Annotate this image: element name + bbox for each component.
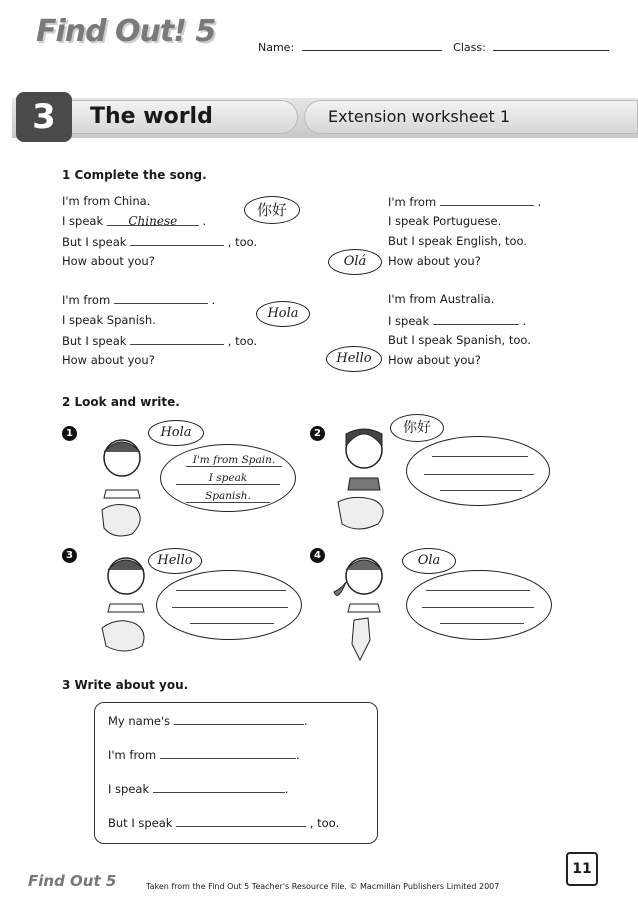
verse4-line2: I speak . <box>388 314 527 328</box>
unit-number: 3 <box>16 92 72 142</box>
verse3-blank-country[interactable] <box>114 292 208 304</box>
class-field[interactable] <box>493 40 609 51</box>
item2-speech-bubble <box>406 436 550 506</box>
write-line-name: My name's . <box>108 714 308 728</box>
item3-line1[interactable] <box>176 590 286 591</box>
verse1-line3: But I speak , too. <box>62 235 258 249</box>
item3-speech-bubble <box>156 570 302 640</box>
name-blank[interactable] <box>174 713 304 725</box>
boy-spain-illustration <box>96 436 156 546</box>
verse3-line1: I'm from . <box>62 293 216 307</box>
verse4-line3: But I speak Spanish, too. <box>388 333 531 347</box>
verse3-blank-too[interactable] <box>130 333 224 345</box>
verse2-line2: I speak Portuguese. <box>388 214 502 228</box>
section1-heading: 1 Complete the song. <box>62 168 207 182</box>
item3-number: 3 <box>62 548 77 563</box>
item1-line1: I'm from Spain. <box>186 454 282 467</box>
verse4-line4: How about you? <box>388 353 481 367</box>
verse2-line1: I'm from . <box>388 195 542 209</box>
name-field[interactable] <box>302 40 442 51</box>
write-line-also: But I speak , too. <box>108 816 340 830</box>
verse3-line4: How about you? <box>62 353 155 367</box>
worksheet-title: Extension worksheet 1 <box>328 107 511 126</box>
girl-china-illustration <box>334 420 394 540</box>
verse4-blank-language[interactable] <box>433 313 519 325</box>
verse1-line2: I speak Chinese . <box>62 214 207 228</box>
name-label: Name: <box>258 41 295 54</box>
bubble-ola: Olá <box>328 249 382 275</box>
verse2-line4: How about you? <box>388 254 481 268</box>
verse2-line3: But I speak English, too. <box>388 234 527 248</box>
boy-australia-illustration <box>96 548 156 660</box>
item2-greeting-bubble: 你好 <box>390 414 444 442</box>
girl-portugal-illustration <box>330 548 396 668</box>
class-label: Class: <box>453 41 486 54</box>
item3-line3[interactable] <box>190 623 274 624</box>
find-out-logo: Find Out! 5 <box>36 14 216 49</box>
write-line-speak: I speak . <box>108 782 289 796</box>
item1-number: 1 <box>62 426 77 441</box>
unit-title: The world <box>90 104 213 129</box>
section2-heading: 2 Look and write. <box>62 395 180 409</box>
verse1-blank-language[interactable]: Chinese <box>107 214 199 226</box>
section3-heading: 3 Write about you. <box>62 678 189 692</box>
from-blank[interactable] <box>160 747 296 759</box>
item1-line2: I speak <box>176 472 280 485</box>
verse1-line4: How about you? <box>62 254 155 268</box>
item3-greeting-bubble: Hello <box>148 548 202 574</box>
footer-logo: Find Out 5 <box>28 872 117 890</box>
item2-number: 2 <box>310 426 325 441</box>
item2-line1[interactable] <box>432 456 528 457</box>
verse1-line1: I'm from China. <box>62 194 151 208</box>
item1-greeting-bubble: Hola <box>148 420 204 446</box>
item1-line3: Spanish. <box>186 490 270 503</box>
item4-line2[interactable] <box>422 607 534 608</box>
item4-number: 4 <box>310 548 325 563</box>
verse3-line3: But I speak , too. <box>62 334 258 348</box>
bubble-nihao: 你好 <box>244 196 300 224</box>
bubble-hello: Hello <box>326 346 382 372</box>
bubble-hola: Hola <box>256 301 310 327</box>
also-blank[interactable] <box>176 815 306 827</box>
page-number: 11 <box>566 852 598 886</box>
verse4-line1: I'm from Australia. <box>388 292 495 306</box>
name-class-line <box>258 40 609 54</box>
item4-line1[interactable] <box>426 590 530 591</box>
write-line-from: I'm from . <box>108 748 300 762</box>
item3-line2[interactable] <box>172 607 288 608</box>
speak-blank[interactable] <box>153 781 285 793</box>
footer-credit: Taken from the Find Out 5 Teacher's Resource File. © Macmillan Publishers Limited 2007 <box>146 882 500 891</box>
item4-greeting-bubble: Ola <box>402 548 456 574</box>
unit-banner <box>12 98 638 138</box>
item4-speech-bubble <box>406 570 552 640</box>
verse3-line2: I speak Spanish. <box>62 313 156 327</box>
verse1-blank-too[interactable] <box>130 234 224 246</box>
item4-line3[interactable] <box>440 623 524 624</box>
item2-line2[interactable] <box>424 474 534 475</box>
verse2-blank-country[interactable] <box>440 194 534 206</box>
item2-line3[interactable] <box>440 490 522 491</box>
